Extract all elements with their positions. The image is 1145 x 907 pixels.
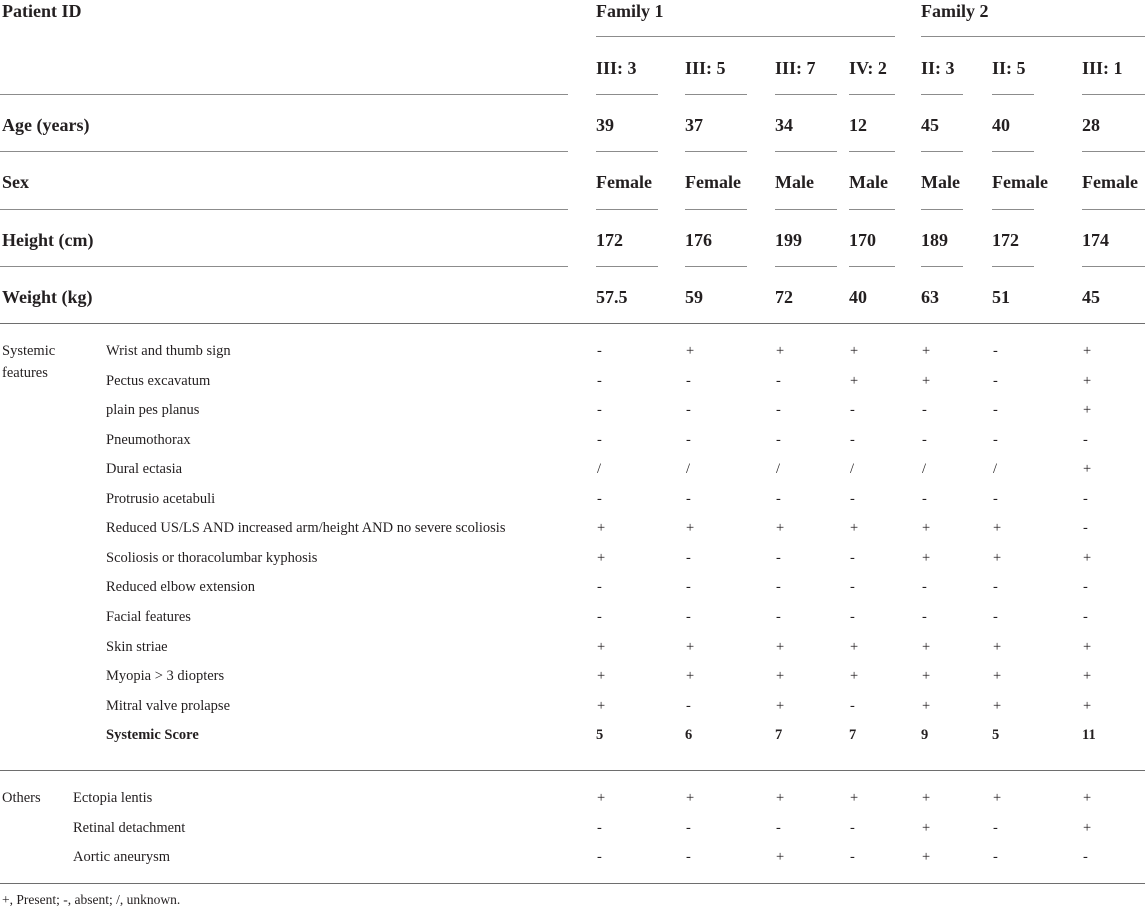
feature-mark: + xyxy=(850,790,859,806)
patient-id-cell: III: 7 xyxy=(775,58,816,78)
feature-mark: - xyxy=(686,373,691,389)
row-divider xyxy=(1082,209,1145,210)
feature-mark: - xyxy=(1083,579,1088,595)
feature-mark: - xyxy=(776,820,781,836)
feature-mark: / xyxy=(993,461,998,477)
patient-id-cell: II: 5 xyxy=(992,58,1026,78)
row-label: Age (years) xyxy=(2,115,90,135)
feature-label: Skin striae xyxy=(106,639,168,655)
systemic-score-value: 6 xyxy=(685,727,693,743)
row-divider xyxy=(992,266,1034,267)
table-cell: 45 xyxy=(921,115,939,135)
feature-mark: - xyxy=(993,432,998,448)
row-label: Height (cm) xyxy=(2,230,94,250)
feature-mark: - xyxy=(850,579,855,595)
feature-mark: - xyxy=(922,579,927,595)
table-cell: 51 xyxy=(992,287,1010,307)
feature-mark: - xyxy=(597,849,602,865)
systemic-score-value: 11 xyxy=(1082,727,1096,743)
table-cell: 72 xyxy=(775,287,793,307)
feature-mark: - xyxy=(850,550,855,566)
row-divider xyxy=(0,94,568,95)
feature-mark: - xyxy=(597,609,602,625)
feature-mark: - xyxy=(993,820,998,836)
section-divider xyxy=(0,323,1145,324)
row-divider xyxy=(849,266,895,267)
feature-label: Facial features xyxy=(106,609,191,625)
feature-mark: + xyxy=(922,668,931,684)
feature-mark: + xyxy=(686,790,695,806)
feature-mark: + xyxy=(597,790,606,806)
feature-mark: + xyxy=(993,639,1002,655)
feature-mark: + xyxy=(922,639,931,655)
feature-mark: + xyxy=(776,520,785,536)
table-cell: Female xyxy=(1082,172,1138,192)
feature-mark: - xyxy=(776,550,781,566)
feature-mark: - xyxy=(1083,609,1088,625)
systemic-score-value: 7 xyxy=(849,727,857,743)
table-cell: 37 xyxy=(685,115,703,135)
table-cell: 172 xyxy=(992,230,1019,250)
feature-label: Aortic aneurysm xyxy=(73,849,171,865)
feature-mark: / xyxy=(597,461,602,477)
feature-label: Mitral valve prolapse xyxy=(106,698,231,714)
feature-mark: - xyxy=(776,491,781,507)
feature-label: Pneumothorax xyxy=(106,432,191,448)
feature-mark: - xyxy=(993,609,998,625)
feature-mark: + xyxy=(776,790,785,806)
feature-label: Myopia > 3 diopters xyxy=(106,668,225,684)
systemic-score-label: Systemic Score xyxy=(106,727,199,743)
patient-id-cell: III: 3 xyxy=(596,58,637,78)
family-header: Family 2 xyxy=(921,1,989,21)
feature-mark: - xyxy=(850,609,855,625)
feature-mark: + xyxy=(993,790,1002,806)
feature-mark: - xyxy=(686,432,691,448)
feature-mark: + xyxy=(1083,373,1092,389)
feature-mark: - xyxy=(922,432,927,448)
feature-mark: - xyxy=(850,849,855,865)
row-divider xyxy=(992,209,1034,210)
feature-mark: + xyxy=(922,849,931,865)
feature-mark: - xyxy=(686,849,691,865)
feature-mark: - xyxy=(686,491,691,507)
table-cell: Female xyxy=(596,172,652,192)
feature-mark: - xyxy=(686,550,691,566)
row-divider xyxy=(775,94,837,95)
feature-mark: - xyxy=(850,820,855,836)
row-divider xyxy=(921,151,963,152)
feature-mark: - xyxy=(776,432,781,448)
row-divider xyxy=(992,94,1034,95)
feature-mark: - xyxy=(922,609,927,625)
row-divider xyxy=(1082,151,1145,152)
row-divider xyxy=(775,266,837,267)
feature-mark: + xyxy=(776,668,785,684)
group-label: features xyxy=(2,365,48,381)
row-divider xyxy=(0,151,568,152)
feature-mark: + xyxy=(922,698,931,714)
feature-mark: - xyxy=(1083,491,1088,507)
feature-mark: - xyxy=(686,579,691,595)
feature-mark: + xyxy=(776,639,785,655)
systemic-score-value: 7 xyxy=(775,727,783,743)
row-divider xyxy=(685,151,747,152)
systemic-score-value: 9 xyxy=(921,727,929,743)
family-header: Family 1 xyxy=(596,1,664,21)
patient-id-cell: IV: 2 xyxy=(849,58,887,78)
row-divider xyxy=(775,151,837,152)
feature-mark: + xyxy=(1083,639,1092,655)
table-cell: 12 xyxy=(849,115,867,135)
table-cell: 189 xyxy=(921,230,948,250)
row-divider xyxy=(596,266,658,267)
section-divider xyxy=(0,770,1145,771)
feature-mark: - xyxy=(922,491,927,507)
feature-mark: + xyxy=(597,698,606,714)
row-divider xyxy=(1082,266,1145,267)
feature-mark: + xyxy=(686,668,695,684)
feature-mark: + xyxy=(922,520,931,536)
feature-label: Ectopia lentis xyxy=(73,790,153,806)
table-cell: 40 xyxy=(992,115,1010,135)
feature-mark: - xyxy=(850,491,855,507)
feature-mark: + xyxy=(597,668,606,684)
feature-mark: + xyxy=(1083,343,1092,359)
family-underline xyxy=(921,36,1145,37)
table-cell: 39 xyxy=(596,115,614,135)
feature-mark: - xyxy=(776,609,781,625)
table-cell: 59 xyxy=(685,287,703,307)
table-cell: 28 xyxy=(1082,115,1100,135)
feature-mark: - xyxy=(993,343,998,359)
row-divider xyxy=(921,209,963,210)
feature-mark: - xyxy=(597,820,602,836)
feature-mark: / xyxy=(850,461,855,477)
table-cell: Male xyxy=(849,172,888,192)
family-underline xyxy=(596,36,895,37)
row-divider xyxy=(685,94,747,95)
feature-mark: + xyxy=(686,639,695,655)
table-cell: 40 xyxy=(849,287,867,307)
row-divider xyxy=(775,209,837,210)
feature-mark: / xyxy=(686,461,691,477)
feature-mark: + xyxy=(1083,668,1092,684)
feature-mark: + xyxy=(922,820,931,836)
feature-mark: - xyxy=(597,343,602,359)
systemic-score-value: 5 xyxy=(992,727,1000,743)
feature-mark: - xyxy=(922,402,927,418)
table-cell: 34 xyxy=(775,115,793,135)
feature-label: Reduced elbow extension xyxy=(106,579,255,595)
feature-label: Wrist and thumb sign xyxy=(106,343,231,359)
feature-mark: + xyxy=(1083,461,1092,477)
feature-mark: + xyxy=(686,343,695,359)
feature-mark: - xyxy=(850,698,855,714)
row-label: Sex xyxy=(2,172,29,192)
table-cell: Female xyxy=(685,172,741,192)
feature-mark: - xyxy=(993,579,998,595)
group-label: Others xyxy=(2,790,41,806)
feature-mark: + xyxy=(597,520,606,536)
feature-label: Scoliosis or thoracolumbar kyphosis xyxy=(106,550,318,566)
feature-mark: - xyxy=(850,402,855,418)
row-label: Weight (kg) xyxy=(2,287,93,307)
row-divider xyxy=(0,266,568,267)
feature-mark: + xyxy=(1083,550,1092,566)
feature-label: Protrusio acetabuli xyxy=(106,491,216,507)
feature-mark: + xyxy=(776,343,785,359)
feature-mark: / xyxy=(922,461,927,477)
row-divider xyxy=(921,266,963,267)
feature-mark: - xyxy=(597,491,602,507)
table-cell: 57.5 xyxy=(596,287,628,307)
feature-mark: - xyxy=(686,609,691,625)
systemic-score-value: 5 xyxy=(596,727,604,743)
feature-mark: - xyxy=(993,402,998,418)
feature-mark: + xyxy=(1083,790,1092,806)
feature-mark: - xyxy=(1083,849,1088,865)
feature-label: Dural ectasia xyxy=(106,461,183,477)
feature-mark: - xyxy=(686,402,691,418)
feature-mark: + xyxy=(597,639,606,655)
feature-mark: + xyxy=(922,550,931,566)
feature-mark: - xyxy=(686,698,691,714)
feature-mark: + xyxy=(776,698,785,714)
feature-mark: / xyxy=(776,461,781,477)
feature-label: Reduced US/LS AND increased arm/height AND no severe scoliosis xyxy=(106,520,506,536)
row-divider xyxy=(849,151,895,152)
row-divider xyxy=(921,94,963,95)
row-divider xyxy=(685,209,747,210)
feature-mark: + xyxy=(1083,402,1092,418)
feature-mark: + xyxy=(850,520,859,536)
row-divider xyxy=(992,151,1034,152)
feature-mark: - xyxy=(597,373,602,389)
feature-mark: - xyxy=(1083,432,1088,448)
row-divider xyxy=(1082,94,1145,95)
feature-mark: + xyxy=(776,849,785,865)
feature-mark: + xyxy=(922,373,931,389)
feature-mark: - xyxy=(686,820,691,836)
feature-mark: - xyxy=(993,849,998,865)
feature-mark: - xyxy=(597,432,602,448)
feature-mark: + xyxy=(1083,698,1092,714)
feature-mark: - xyxy=(1083,520,1088,536)
feature-label: Pectus excavatum xyxy=(106,373,211,389)
feature-mark: + xyxy=(850,373,859,389)
patient-id-cell: II: 3 xyxy=(921,58,955,78)
feature-label: plain pes planus xyxy=(106,402,200,418)
patient-id-cell: III: 1 xyxy=(1082,58,1123,78)
table-cell: 174 xyxy=(1082,230,1109,250)
table-cell: 199 xyxy=(775,230,802,250)
row-divider xyxy=(596,94,658,95)
feature-mark: + xyxy=(993,668,1002,684)
table-cell: Female xyxy=(992,172,1048,192)
feature-mark: + xyxy=(850,668,859,684)
table-cell: 63 xyxy=(921,287,939,307)
feature-mark: - xyxy=(993,373,998,389)
table-cell: Male xyxy=(775,172,814,192)
feature-mark: - xyxy=(850,432,855,448)
feature-mark: - xyxy=(597,402,602,418)
row-divider xyxy=(685,266,747,267)
row-divider xyxy=(596,209,658,210)
feature-mark: - xyxy=(776,579,781,595)
feature-mark: + xyxy=(993,520,1002,536)
table-cell: Male xyxy=(921,172,960,192)
feature-label: Retinal detachment xyxy=(73,820,186,836)
feature-mark: - xyxy=(993,491,998,507)
table-cell: 176 xyxy=(685,230,712,250)
feature-mark: + xyxy=(922,343,931,359)
patient-id-cell: III: 5 xyxy=(685,58,726,78)
section-divider xyxy=(0,883,1145,884)
feature-mark: + xyxy=(922,790,931,806)
patient-id-header: Patient ID xyxy=(2,1,82,21)
feature-mark: + xyxy=(850,639,859,655)
table-cell: 170 xyxy=(849,230,876,250)
group-label: Systemic xyxy=(2,343,56,359)
feature-mark: + xyxy=(993,698,1002,714)
feature-mark: - xyxy=(776,402,781,418)
table-cell: 172 xyxy=(596,230,623,250)
feature-mark: - xyxy=(597,579,602,595)
feature-mark: + xyxy=(993,550,1002,566)
feature-mark: + xyxy=(597,550,606,566)
feature-mark: - xyxy=(776,373,781,389)
row-divider xyxy=(596,151,658,152)
footnote: +, Present; -, absent; /, unknown. xyxy=(2,892,181,907)
row-divider xyxy=(0,209,568,210)
feature-mark: + xyxy=(850,343,859,359)
feature-mark: + xyxy=(1083,820,1092,836)
row-divider xyxy=(849,209,895,210)
row-divider xyxy=(849,94,895,95)
feature-mark: + xyxy=(686,520,695,536)
table-cell: 45 xyxy=(1082,287,1100,307)
